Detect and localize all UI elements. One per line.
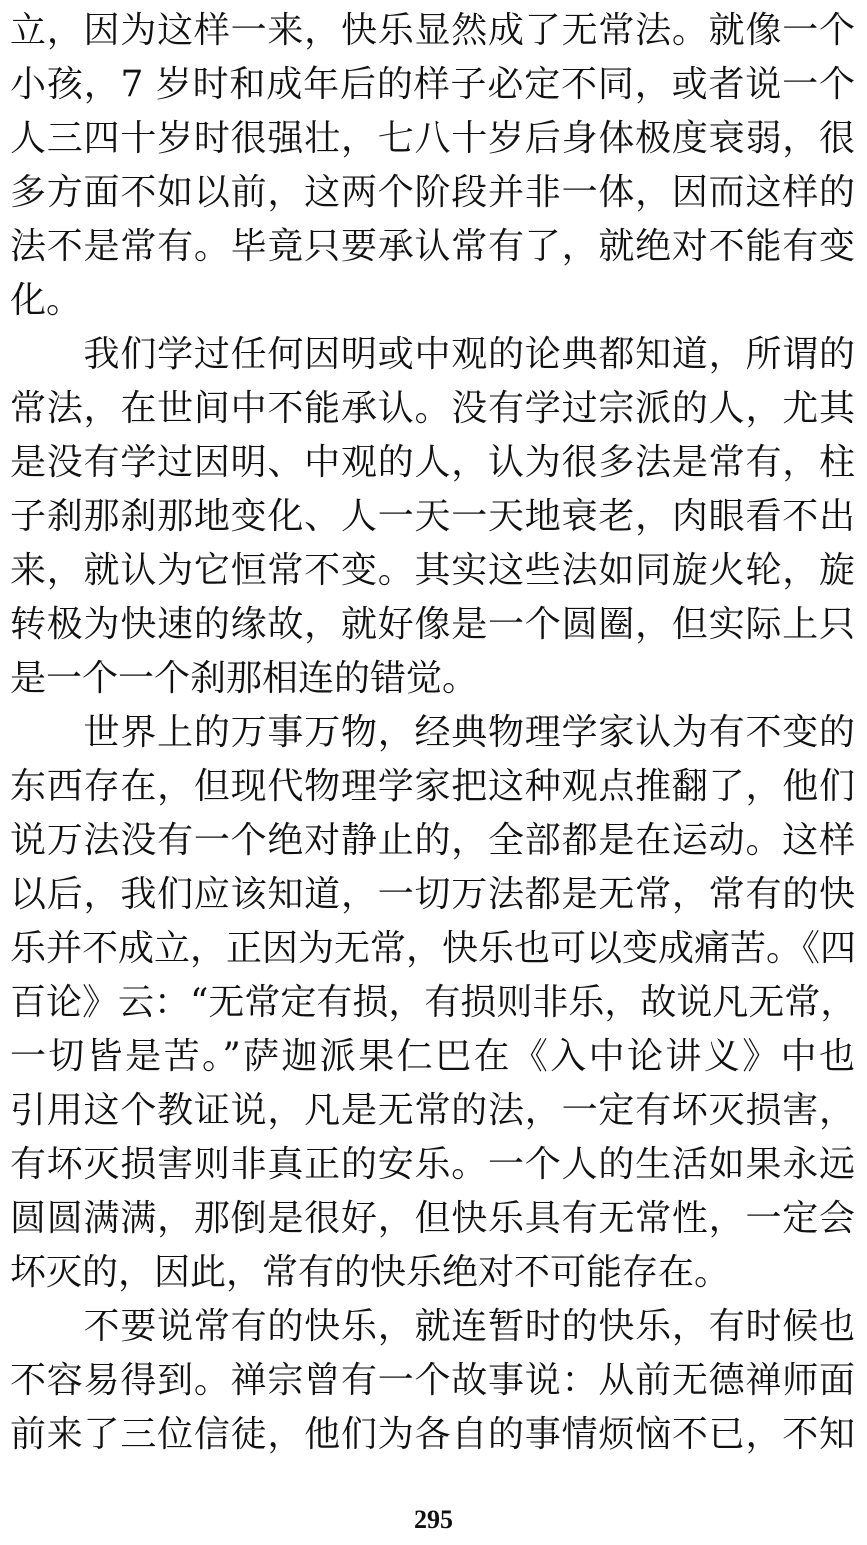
text-line: 一切皆是苦。”萨迦派果仁巴在《入中论讲义》中也 [10, 1036, 855, 1077]
text-line: 转极为快速的缘故，就好像是一个圆圈，但实际上只 [10, 604, 855, 645]
text-line: 来，就认为它恒常不变。其实这些法如同旋火轮，旋 [10, 550, 855, 591]
text-line: 是没有学过因明、中观的人，认为很多法是常有，柱 [10, 442, 855, 483]
text-line: 百论》云：“无常定有损，有损则非乐，故说凡无常， [10, 982, 857, 1023]
text-line: 不容易得到。禅宗曾有一个故事说：从前无德禅师面 [10, 1360, 855, 1401]
text-line: 我们学过任何因明或中观的论典都知道，所谓的 [10, 334, 855, 375]
text-line: 人三四十岁时很强壮，七八十岁后身体极度衰弱，很 [10, 118, 855, 159]
text-line: 不要说常有的快乐，就连暂时的快乐，有时候也 [10, 1306, 855, 1347]
text-line: 世界上的万事万物，经典物理学家认为有不变的 [10, 712, 855, 753]
text-line: 是一个一个刹那相连的错觉。 [10, 658, 479, 699]
text-line: 多方面不如以前，这两个阶段并非一体，因而这样的 [10, 172, 855, 213]
text-line: 有坏灭损害则非真正的安乐。一个人的生活如果永远 [10, 1144, 855, 1185]
text-line: 法不是常有。毕竟只要承认常有了，就绝对不能有变 [10, 226, 855, 267]
body-text [10, 4, 855, 1462]
text-line: 以后，我们应该知道，一切万法都是无常，常有的快 [10, 874, 855, 915]
text-line: 化。 [10, 280, 83, 321]
text-line: 常法，在世间中不能承认。没有学过宗派的人，尤其 [10, 388, 855, 429]
text-line: 立，因为这样一来，快乐显然成了无常法。就像一个 [10, 10, 855, 51]
text-line: 引用这个教证说，凡是无常的法，一定有坏灭损害， [10, 1090, 855, 1131]
text-line: 乐并不成立，正因为无常，快乐也可以变成痛苦。《四 [10, 928, 857, 969]
text-line: 小孩，7 岁时和成年后的样子必定不同，或者说一个 [10, 64, 855, 105]
page-number: 295 [414, 1505, 453, 1534]
text-line: 东西存在，但现代物理学家把这种观点推翻了，他们 [10, 766, 855, 807]
text-line: 子刹那刹那地变化、人一天一天地衰老，肉眼看不出 [10, 496, 855, 537]
text-line: 前来了三位信徒，他们为各自的事情烦恼不已，不知 [10, 1414, 855, 1455]
text-line: 坏灭的，因此，常有的快乐绝对不可能存在。 [10, 1252, 731, 1293]
text-line: 说万法没有一个绝对静止的，全部都是在运动。这样 [10, 820, 855, 861]
text-line: 圆圆满满，那倒是很好，但快乐具有无常性，一定会 [10, 1198, 855, 1239]
